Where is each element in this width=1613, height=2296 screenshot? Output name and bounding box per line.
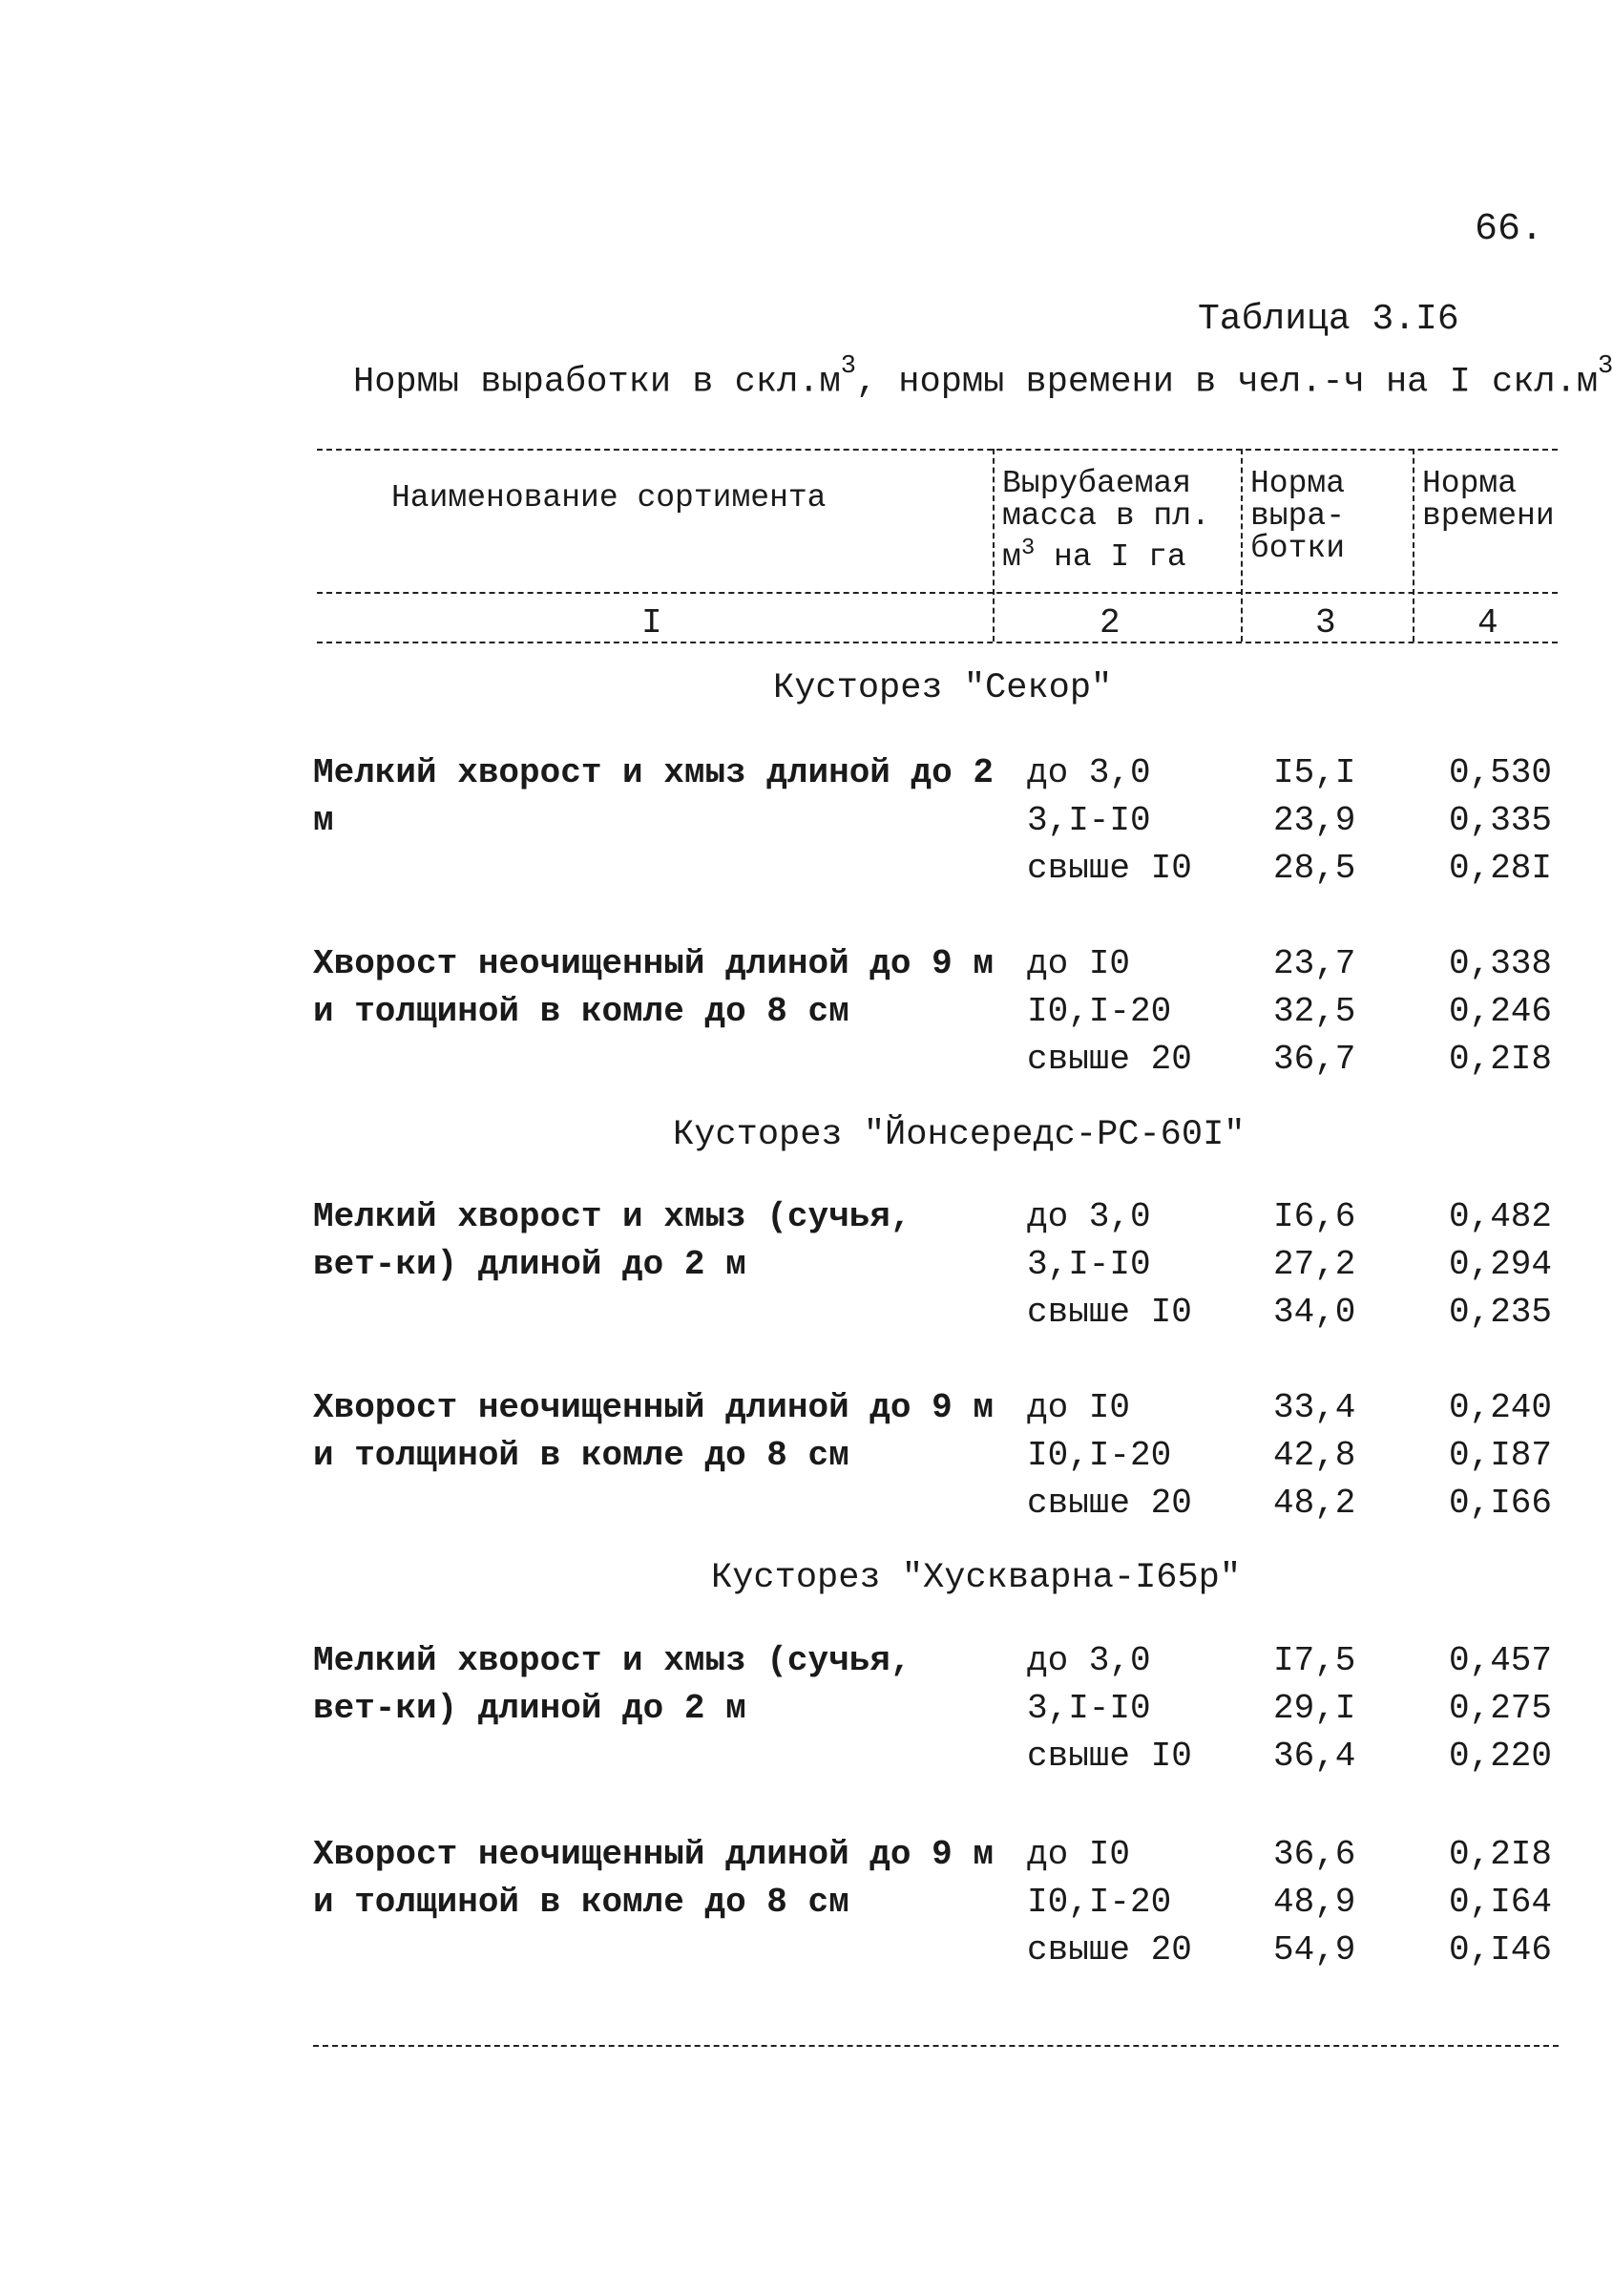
time-cell: 0,220 [1449, 1737, 1553, 1776]
output-cell: I7,5 [1273, 1641, 1356, 1680]
header-assortment: Наименование сортимента [391, 480, 827, 516]
output-cell: 42,8 [1273, 1436, 1356, 1475]
output-cell: 32,5 [1273, 992, 1356, 1031]
time-cell: 0,2I8 [1449, 1835, 1553, 1874]
output-cell: 29,I [1273, 1689, 1356, 1728]
output-cell: 33,4 [1273, 1388, 1356, 1427]
output-cell: I5,I [1273, 753, 1356, 792]
mass-cell: свыше I0 [1027, 849, 1192, 888]
header-felled-mass-line1: Вырубаемая [1002, 466, 1192, 501]
header-felled-mass-line3 [1002, 533, 1210, 574]
assortment-name: Хворост неочищенный длиной до 9 м и толщиной в комле до 8 см [313, 944, 994, 1031]
caption-sup-b: 3 [1598, 352, 1613, 381]
output-cell: 54,9 [1273, 1930, 1356, 1970]
header-felled-mass-per-ha: на I га [1035, 539, 1186, 575]
mass-cell: свыше 20 [1027, 1040, 1192, 1079]
mass-cell: до I0 [1027, 1388, 1131, 1427]
output-cell: 36,6 [1273, 1835, 1356, 1874]
caption-text-a: Нормы выработки в скл.м [353, 362, 841, 403]
time-cell: 0,335 [1449, 801, 1553, 840]
table-label: Таблица 3.I6 [1198, 299, 1459, 340]
header-top-rule [317, 449, 1558, 451]
time-cell: 0,294 [1449, 1245, 1553, 1284]
time-cell: 0,240 [1449, 1388, 1553, 1427]
assortment-name: Хворост неочищенный длиной до 9 м и толщиной в комле до 8 см [313, 1835, 994, 1922]
mass-cell: свыше 20 [1027, 1484, 1192, 1523]
time-cell: 0,482 [1449, 1197, 1553, 1236]
column-divider-1 [993, 449, 995, 642]
output-cell: 36,7 [1273, 1040, 1356, 1079]
mass-cell: до I0 [1027, 1835, 1131, 1874]
mass-cell: до I0 [1027, 944, 1131, 983]
column-number-rule [317, 642, 1558, 643]
caption-sup-a: 3 [840, 352, 856, 381]
table-caption [353, 352, 1613, 403]
header-output-norm-line1: Норма [1250, 466, 1346, 501]
time-cell: 0,I66 [1449, 1484, 1553, 1523]
mass-cell: 3,I-I0 [1027, 801, 1151, 840]
header-felled-mass-line2: масса в пл. [1002, 498, 1210, 534]
mass-cell: свыше 20 [1027, 1930, 1192, 1970]
header-felled-mass [1002, 468, 1210, 574]
mass-cell: свыше I0 [1027, 1737, 1192, 1776]
assortment-name: Мелкий хворост и хмыз (сучья, вет-ки) длиной до 2 м [313, 1641, 911, 1728]
time-cell: 0,457 [1449, 1641, 1553, 1680]
section-title-sekor: Кусторез "Секор" [773, 668, 1113, 708]
time-cell: 0,275 [1449, 1689, 1553, 1728]
output-cell: I6,6 [1273, 1197, 1356, 1236]
output-cell: 48,9 [1273, 1883, 1356, 1922]
output-cell: 28,5 [1273, 849, 1356, 888]
time-cell: 0,338 [1449, 944, 1553, 983]
section-title-husqvarna: Кусторез "Хускварна-I65р" [711, 1558, 1242, 1598]
time-cell: 0,I64 [1449, 1883, 1553, 1922]
header-time-norm-line2: времени [1422, 498, 1555, 534]
output-cell: 48,2 [1273, 1484, 1356, 1523]
mass-cell: I0,I-20 [1027, 992, 1172, 1031]
header-time-norm [1422, 468, 1555, 533]
mass-cell: 3,I-I0 [1027, 1689, 1151, 1728]
mass-cell: 3,I-I0 [1027, 1245, 1151, 1284]
header-felled-mass-unit: м [1002, 539, 1021, 575]
output-cell: 23,9 [1273, 801, 1356, 840]
page-number: 66. [1475, 208, 1544, 251]
caption-text-b: , нормы времени в чел.-ч на I скл.м [855, 362, 1599, 403]
assortment-name: Хворост неочищенный длиной до 9 м и толщиной в комле до 8 см [313, 1388, 994, 1475]
mass-cell: I0,I-20 [1027, 1883, 1172, 1922]
column-number-4: 4 [1477, 603, 1498, 642]
mass-cell: до 3,0 [1027, 1641, 1151, 1680]
column-number-2: 2 [1100, 603, 1121, 642]
column-divider-2 [1241, 449, 1243, 642]
header-felled-mass-unit-sup: 3 [1020, 536, 1036, 561]
time-cell: 0,28I [1449, 849, 1553, 888]
mass-cell: до 3,0 [1027, 753, 1151, 792]
header-output-norm-line3: ботки [1250, 531, 1346, 566]
header-output-norm-line2: выра- [1250, 498, 1346, 534]
column-number-1: I [641, 603, 662, 642]
time-cell: 0,I87 [1449, 1436, 1553, 1475]
mass-cell: I0,I-20 [1027, 1436, 1172, 1475]
mass-cell: до 3,0 [1027, 1197, 1151, 1236]
mass-cell: свыше I0 [1027, 1293, 1192, 1332]
assortment-name: Мелкий хворост и хмыз (сучья, вет-ки) длиной до 2 м [313, 1197, 911, 1284]
time-cell: 0,530 [1449, 753, 1553, 792]
time-cell: 0,235 [1449, 1293, 1553, 1332]
header-output-norm [1250, 468, 1345, 565]
header-bottom-rule [317, 592, 1558, 594]
time-cell: 0,246 [1449, 992, 1553, 1031]
table-bottom-rule [313, 2045, 1559, 2047]
column-number-3: 3 [1315, 603, 1336, 642]
output-cell: 27,2 [1273, 1245, 1356, 1284]
section-title-jonsereds: Кусторез "Йонсередс-РС-60I" [673, 1115, 1246, 1155]
column-divider-3 [1413, 449, 1414, 642]
header-time-norm-line1: Норма [1422, 466, 1518, 501]
assortment-name: Мелкий хворост и хмыз длиной до 2 м [313, 753, 994, 840]
output-cell: 34,0 [1273, 1293, 1356, 1332]
output-cell: 36,4 [1273, 1737, 1356, 1776]
time-cell: 0,I46 [1449, 1930, 1553, 1970]
output-cell: 23,7 [1273, 944, 1356, 983]
time-cell: 0,2I8 [1449, 1040, 1553, 1079]
